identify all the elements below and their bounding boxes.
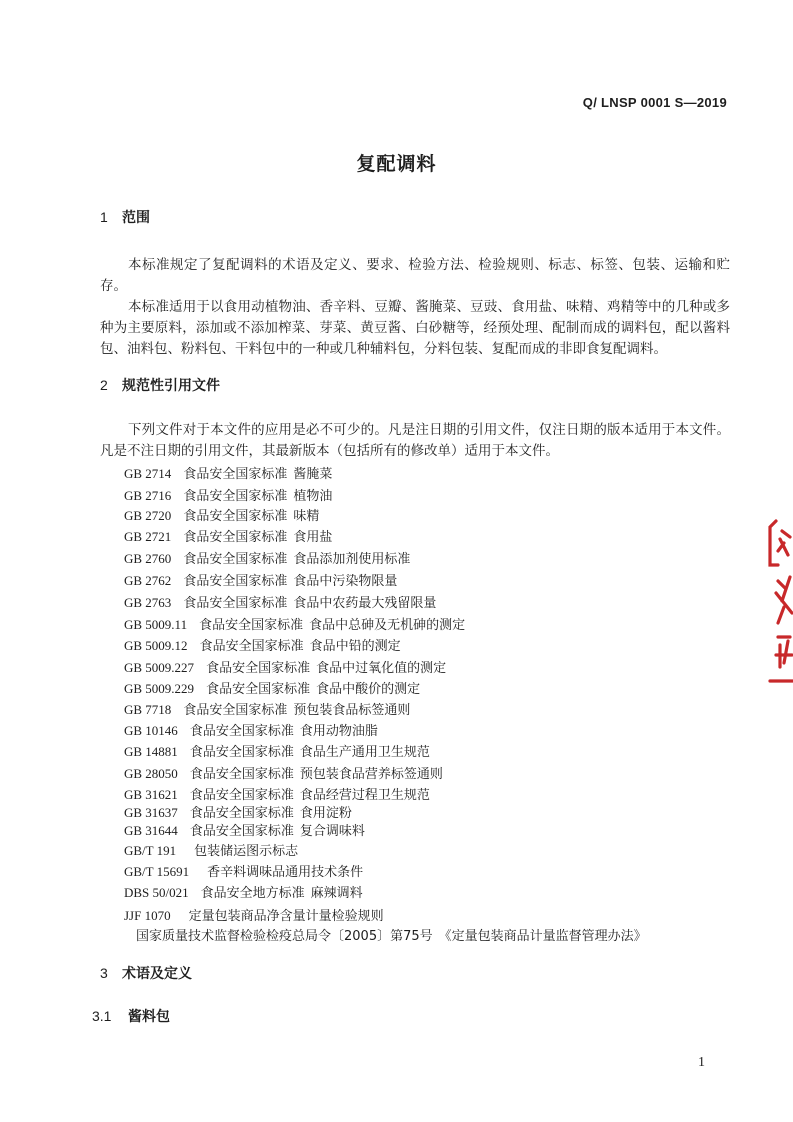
section-3-1-heading [92, 1006, 170, 1026]
reference-item [124, 463, 332, 482]
reference-item [124, 570, 397, 589]
reference-title: 食品中酸价的测定 [316, 682, 421, 697]
reference-item [124, 720, 378, 739]
reference-code: GB 31644 [124, 823, 178, 838]
reference-category: 食品安全国家标准 [189, 767, 294, 782]
reference-category: 食品安全国家标准 [183, 467, 288, 482]
reference-category: 食品安全国家标准 [183, 574, 288, 589]
reference-code: GB 2720 [124, 508, 172, 523]
section-1-heading [100, 207, 150, 227]
reference-code: GB 2716 [124, 488, 172, 503]
reference-item [124, 548, 410, 567]
reference-category: 食品安全国家标准 [183, 530, 288, 545]
reference-code: GB 2721 [124, 529, 172, 544]
reference-title: 食品中过氧化值的测定 [316, 661, 447, 676]
section-title: 酱料包 [128, 1009, 170, 1025]
reference-item [124, 882, 363, 901]
reference-code: GB 7718 [124, 702, 172, 717]
reference-title: 食品添加剂使用标准 [293, 552, 411, 567]
reference-title: 定量包装商品净含量计量检验规则 [188, 909, 384, 924]
reference-category: 食品安全国家标准 [183, 596, 288, 611]
reference-item [124, 505, 319, 524]
standard-number: Q/ LNSP 0001 S—2019 [582, 95, 727, 110]
reference-title: 味精 [293, 509, 320, 524]
reference-item [124, 614, 465, 633]
document-title: 复配调料 [356, 153, 437, 175]
reference-code: GB 5009.11 [124, 617, 188, 632]
reference-category: 食品安全国家标准 [189, 806, 294, 821]
reference-category: 食品安全国家标准 [206, 661, 311, 676]
page-number: 1 [698, 1055, 705, 1070]
reference-code: GB 2714 [124, 466, 172, 481]
section-title: 规范性引用文件 [122, 378, 220, 394]
reference-title: 酱腌菜 [293, 467, 333, 482]
scope-paragraph-2: 本标准适用于以食用动植物油、香辛料、豆瓣、酱腌菜、豆豉、食用盐、味精、鸡精等中的几种或多种为主要原料，添加或不添加榨菜、芽菜、黄豆酱、白砂糖等，经预处理、配制而成的调料包，配以酱料包、油料包、粉料包、干料包中的一种或几种辅料包，分料包装、复配而成的非即食复配调料。 [100, 299, 730, 357]
reference-category: 食品安全国家标准 [183, 703, 288, 718]
section-2-heading [100, 375, 220, 395]
reference-category: 食品安全国家标准 [206, 682, 311, 697]
reference-code: GB 2763 [124, 595, 172, 610]
reference-item [124, 763, 443, 782]
reference-title: 食品中农药最大残留限量 [293, 596, 437, 611]
reference-item [124, 741, 430, 760]
reference-title: 食用盐 [293, 530, 333, 545]
reference-code: GB 10146 [124, 723, 178, 738]
reference-category: 国家质量技术监督检验检疫总局令〔2005〕第75号 [136, 929, 433, 944]
reference-item [124, 526, 332, 545]
reference-item [124, 485, 332, 504]
reference-code: GB/T 191 [124, 843, 177, 858]
reference-category: 食品安全国家标准 [189, 824, 294, 839]
reference-category: 食品安全地方标准 [200, 886, 305, 901]
reference-code: GB 31621 [124, 787, 178, 802]
reference-item [124, 657, 446, 676]
reference-category: 食品安全国家标准 [189, 788, 294, 803]
reference-item [124, 678, 420, 697]
reference-code: GB 2760 [124, 551, 172, 566]
reference-code: GB 5009.12 [124, 638, 188, 653]
reference-item [124, 820, 365, 839]
section-3-heading [100, 963, 192, 983]
reference-item [124, 840, 298, 859]
reference-item [124, 802, 352, 821]
reference-category: 食品安全国家标准 [189, 724, 294, 739]
reference-category: 食品安全国家标准 [183, 509, 288, 524]
reference-item [124, 861, 363, 880]
reference-title: 麻辣调料 [310, 886, 363, 901]
reference-item [124, 905, 384, 924]
reference-title: 食用动物油脂 [299, 724, 378, 739]
reference-item [124, 784, 430, 803]
reference-code: GB 2762 [124, 573, 172, 588]
reference-item [124, 635, 401, 654]
reference-title: 香辛料调味品通用技术条件 [207, 865, 364, 880]
reference-title: 预包装食品标签通则 [293, 703, 411, 718]
section-number: 3.1 [92, 1008, 112, 1024]
reference-title: 预包装食品营养标签通则 [299, 767, 443, 782]
reference-title: 食用淀粉 [299, 806, 352, 821]
reference-title: 植物油 [293, 489, 333, 504]
scope-paragraph-1: 本标准规定了复配调料的术语及定义、要求、检验方法、检验规则、标志、标签、包装、运输和贮存。 [100, 257, 730, 294]
reference-category: 食品安全国家标准 [183, 489, 288, 504]
reference-title: 《定量包装商品计量监督管理办法》 [438, 929, 647, 944]
reference-code: DBS 50/021 [124, 885, 189, 900]
reference-code: GB 5009.229 [124, 681, 195, 696]
reference-title: 食品生产通用卫生规范 [299, 745, 430, 760]
reference-code: GB 14881 [124, 744, 178, 759]
reference-category: 食品安全国家标准 [189, 745, 294, 760]
seal-stamp-icon [756, 515, 793, 690]
references-intro: 下列文件对于本文件的应用是必不可少的。凡是注日期的引用文件，仅注日期的版本适用于本文件。凡是不注日期的引用文件，其最新版本（包括所有的修改单）适用于本文件。 [100, 422, 730, 459]
reference-title: 食品中铅的测定 [309, 639, 401, 654]
section-number: 1 [100, 209, 108, 225]
section-number: 2 [100, 377, 108, 393]
reference-category: 食品安全国家标准 [199, 618, 304, 633]
reference-code: GB 5009.227 [124, 660, 195, 675]
reference-code: GB 28050 [124, 766, 178, 781]
reference-category: 食品安全国家标准 [199, 639, 304, 654]
reference-code: JJF 1070 [124, 908, 171, 923]
section-title: 术语及定义 [122, 966, 192, 982]
reference-code: GB/T 15691 [124, 864, 190, 879]
reference-code: GB 31637 [124, 805, 178, 820]
reference-item [124, 592, 436, 611]
section-number: 3 [100, 965, 108, 981]
reference-item [124, 699, 410, 718]
reference-title: 复合调味料 [299, 824, 365, 839]
section-title: 范围 [122, 210, 150, 226]
reference-item [124, 925, 647, 944]
reference-title: 包装储运图示标志 [194, 844, 299, 859]
reference-title: 食品经营过程卫生规范 [299, 788, 430, 803]
reference-title: 食品中总砷及无机砷的测定 [309, 618, 466, 633]
reference-category: 食品安全国家标准 [183, 552, 288, 567]
reference-title: 食品中污染物限量 [293, 574, 398, 589]
